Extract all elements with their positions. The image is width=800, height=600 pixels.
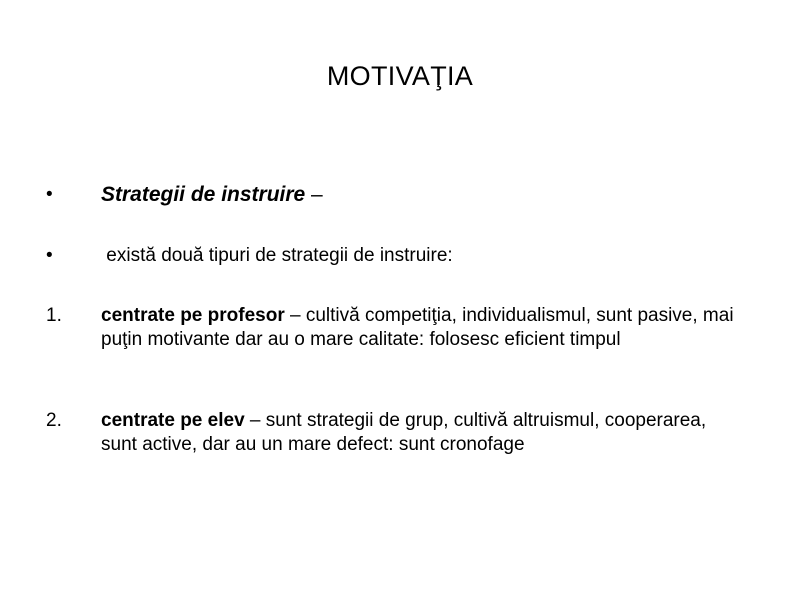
slide-title: MOTIVAŢIA (326, 61, 474, 91)
bullet-item-heading (0, 181, 760, 211)
bullet-heading-rest: – (305, 183, 323, 206)
numbered-item-2 (0, 409, 760, 459)
bullet-icon: • (46, 245, 53, 266)
list-number: 2. (46, 410, 62, 431)
bullet-icon: • (46, 184, 53, 205)
bullet-text (101, 181, 741, 209)
numbered-item-text (101, 304, 741, 352)
bullet-heading-emphasis: Strategii de instruire (101, 183, 306, 206)
numbered-item-emphasis: centrate pe profesor (101, 305, 285, 326)
numbered-item-rest: – sunt strategii de grup, cultivă altruismul, cooperarea, sunt active, dar au un mare defect: sunt cronofage (101, 410, 707, 455)
numbered-item-text (101, 409, 741, 457)
numbered-item-emphasis: centrate pe elev (101, 410, 245, 431)
bullet-intro-text: există două tipuri de strategii de instruire: (101, 245, 453, 266)
list-number: 1. (46, 305, 62, 326)
numbered-item-1 (0, 304, 760, 378)
numbered-item-rest: – cultivă competiţia, individualismul, sunt pasive, mai puţin motivante dar au o mare calitate: folosesc eficient timpul (101, 305, 734, 350)
bullet-item-intro (0, 244, 760, 270)
